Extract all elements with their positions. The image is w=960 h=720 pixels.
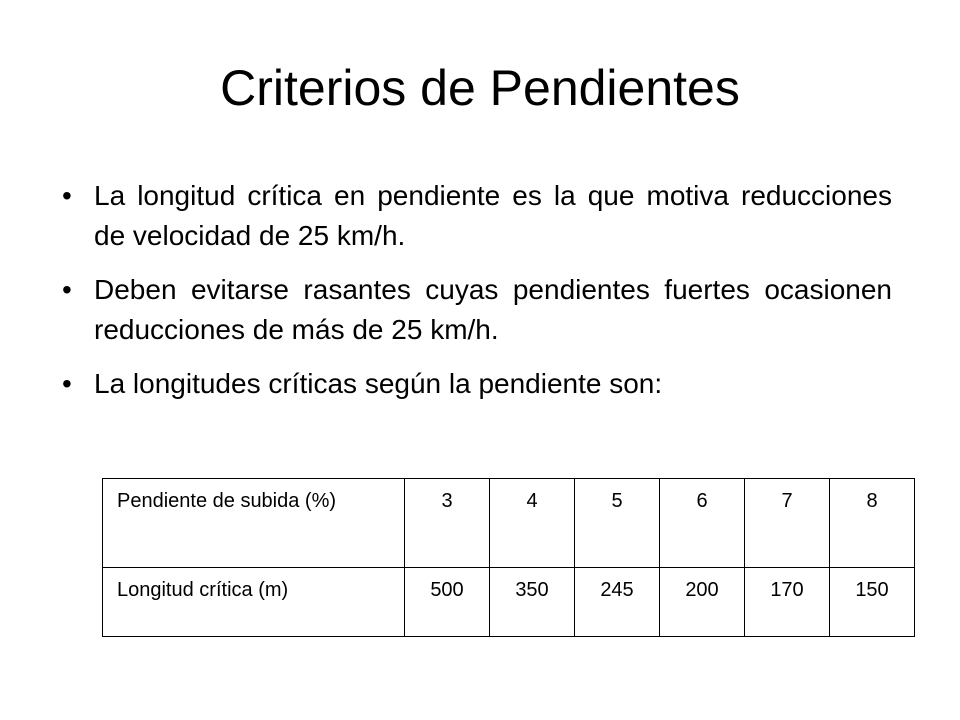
table-cell: 3 xyxy=(405,479,490,568)
table-cell: 245 xyxy=(575,568,660,637)
table-cell: 200 xyxy=(660,568,745,637)
bullet-dot-icon: • xyxy=(62,180,72,211)
bullet-text: La longitudes críticas según la pendiente son: xyxy=(94,368,663,399)
table-cell: 7 xyxy=(745,479,830,568)
table-cell: 5 xyxy=(575,479,660,568)
bullet-text: Deben evitarse rasantes cuyas pendientes fuertes ocasionen reducciones de más de 25 km/h. xyxy=(94,274,892,345)
table-cell: 500 xyxy=(405,568,490,637)
table-cell: 6 xyxy=(660,479,745,568)
table-cell: 170 xyxy=(745,568,830,637)
critical-length-table xyxy=(102,478,915,637)
row-header-length: Longitud crítica (m) xyxy=(103,568,405,637)
bullet-text: La longitud crítica en pendiente es la que motiva reducciones de velocidad de 25 km/h. xyxy=(94,180,892,251)
slide-title: Criterios de Pendientes xyxy=(220,60,740,116)
row-header-slope: Pendiente de subida (%) xyxy=(103,479,405,568)
table-cell: 150 xyxy=(830,568,915,637)
bullet-item xyxy=(62,176,892,256)
table-cell: 4 xyxy=(490,479,575,568)
bullet-item xyxy=(62,270,892,350)
bullet-item xyxy=(62,364,892,404)
bullet-dot-icon: • xyxy=(62,274,72,305)
table-cell: 350 xyxy=(490,568,575,637)
bullet-list xyxy=(62,176,892,418)
bullet-dot-icon: • xyxy=(62,368,72,399)
table-cell: 8 xyxy=(830,479,915,568)
table-row-slope xyxy=(103,479,915,568)
table-row-length xyxy=(103,568,915,637)
